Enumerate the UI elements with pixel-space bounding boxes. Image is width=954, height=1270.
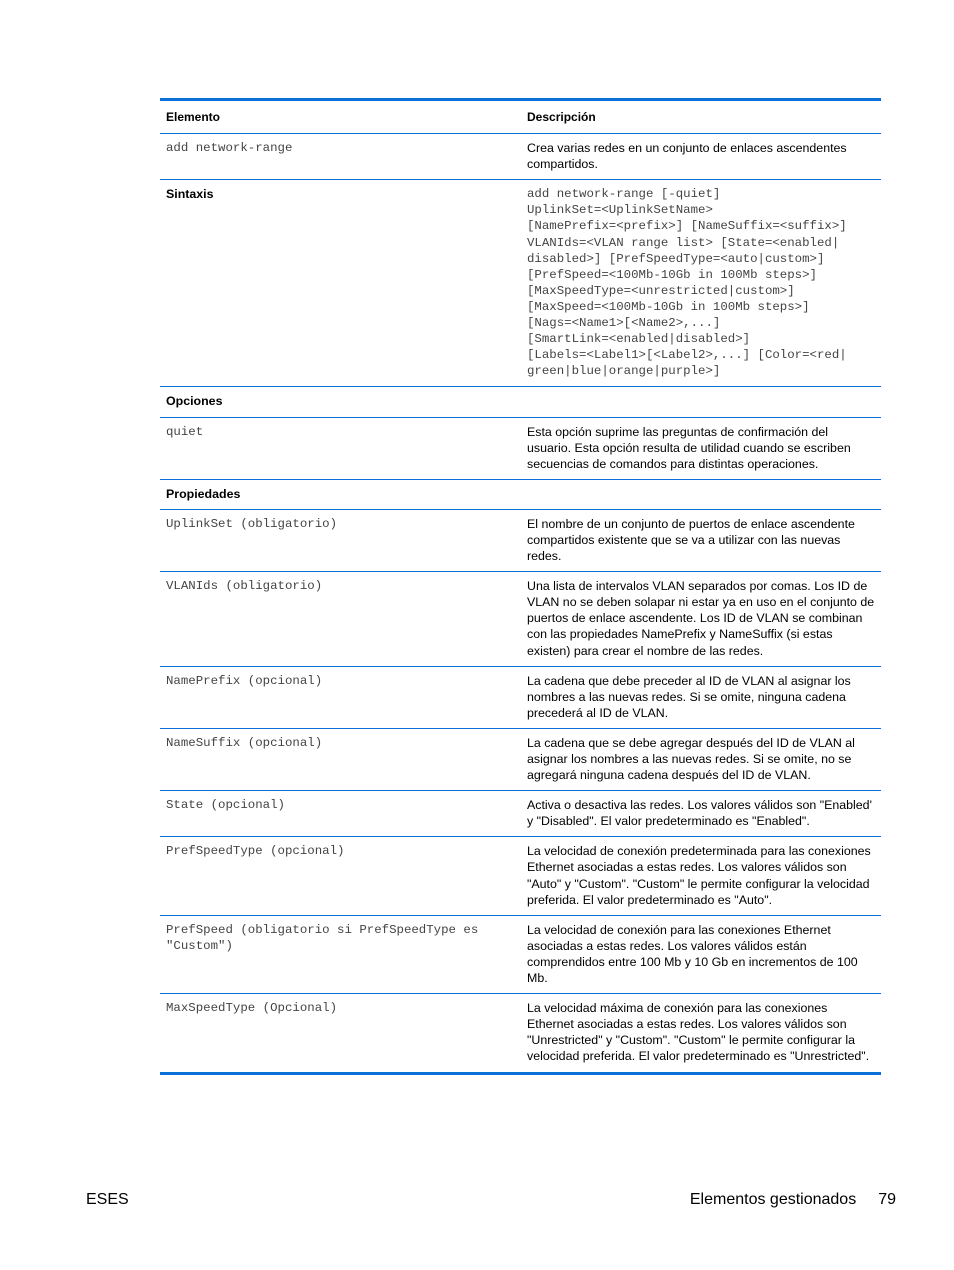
header-descripcion: Descripción xyxy=(521,100,881,134)
element-cell: State (opcional) xyxy=(160,791,521,837)
element-cell: PrefSpeedType (opcional) xyxy=(160,837,521,915)
description-cell: Activa o desactiva las redes. Los valores válidos son "Enabled' y "Disabled". El valor predeterminado es "Enabled". xyxy=(521,791,881,837)
table-row xyxy=(160,915,881,993)
element-cell: NameSuffix (opcional) xyxy=(160,728,521,790)
section-empty-cell xyxy=(521,479,881,509)
header-elemento: Elemento xyxy=(160,100,521,134)
section-label-opciones: Opciones xyxy=(160,387,521,417)
footer-locale: ESES xyxy=(86,1191,129,1208)
table-row xyxy=(160,417,881,479)
element-cell: NamePrefix (opcional) xyxy=(160,666,521,728)
table-row xyxy=(160,572,881,666)
section-row xyxy=(160,479,881,509)
description-cell: El nombre de un conjunto de puertos de enlace ascendente compartidos existente que se va a utilizar con las nuevas redes. xyxy=(521,509,881,571)
section-empty-cell xyxy=(521,387,881,417)
element-cell: MaxSpeedType (Opcional) xyxy=(166,1001,338,1016)
syntax-label: Sintaxis xyxy=(160,180,521,387)
table-header-row xyxy=(160,100,881,134)
description-cell: La velocidad máxima de conexión para las conexiones Ethernet asociadas a estas redes. Los valores válidos son "Unrestricted" y "Custom". "Custom" le permite configurar la velocidad preferida. El valor predeterminado es "Unrestricted". xyxy=(527,1001,870,1064)
table-row xyxy=(160,791,881,837)
description-cell: La cadena que se debe agregar después del ID de VLAN al asignar los nombres a las nuevas redes. Si se omite, no se agregará ninguna cadena después del ID de VLAN. xyxy=(521,728,881,790)
element-cell: quiet xyxy=(160,417,521,479)
syntax-code: add network-range [-quiet] UplinkSet=<UplinkSetName> [NamePrefix=<prefix>] [NameSuffix=<suffix>] VLANIds=<VLAN range list> [State=<enabled| disabled>] [PrefSpeedType=<auto|custom>] [PrefSpeed=<100Mb-10Gb in 100Mb steps>] [MaxSpeedType=<unrestricted|custom>] [MaxSpeed=<100Mb-10Gb in 100Mb steps>] [Nags=<Name1>[<Name2>,...] [SmartLink=<enabled|disabled>] [Labels=<Label1>[<Label2>,...] [Color=<red| green|blue|orange|purple>] xyxy=(521,180,881,387)
table-row xyxy=(160,837,881,915)
table-row xyxy=(160,666,881,728)
table-row xyxy=(160,509,881,571)
section-label-propiedades: Propiedades xyxy=(160,479,521,509)
element-cell: PrefSpeed (obligatorio si PrefSpeedType es "Custom") xyxy=(160,915,521,993)
description-cell: Una lista de intervalos VLAN separados por comas. Los ID de VLAN no se deben solapar ni estar ya en uso en el conjunto de puertos de enlace ascendente. Los ID de VLAN se combinan con las propiedades NamePrefix y NameSuffix (si estas existen) para crear el nombre de las redes. xyxy=(521,572,881,666)
description-cell: Esta opción suprime las preguntas de confirmación del usuario. Esta opción resulta de utilidad cuando se escriben secuencias de comandos para distintas operaciones. xyxy=(521,417,881,479)
table-row xyxy=(160,180,881,387)
description-cell: La velocidad de conexión predeterminada para las conexiones Ethernet asociadas a estas redes. Los valores válidos son "Auto" y "Custom". "Custom" le permite configurar la velocidad preferida. El valor predeterminado es "Auto". xyxy=(521,837,881,915)
table-row xyxy=(160,728,881,790)
reference-table xyxy=(160,98,881,1075)
element-cell: VLANIds (obligatorio) xyxy=(160,572,521,666)
table-row xyxy=(160,134,881,180)
element-cell: add network-range xyxy=(160,134,521,180)
description-cell: La velocidad de conexión para las conexiones Ethernet asociadas a estas redes. Los valores válidos están comprendidos entre 100 Mb y 10 Gb en incrementos de 100 Mb. xyxy=(521,915,881,993)
page-number: 79 xyxy=(878,1191,896,1208)
footer-right xyxy=(690,1191,896,1209)
description-cell: Crea varias redes en un conjunto de enlaces ascendentes compartidos. xyxy=(521,134,881,180)
element-cell: UplinkSet (obligatorio) xyxy=(160,509,521,571)
section-row xyxy=(160,387,881,417)
footer-section-title: Elementos gestionados xyxy=(689,1191,857,1208)
description-cell: La cadena que debe preceder al ID de VLAN al asignar los nombres a las nuevas redes. Si se omite, ninguna cadena precederá al ID de VLAN. xyxy=(521,666,881,728)
table-row xyxy=(160,994,881,1073)
